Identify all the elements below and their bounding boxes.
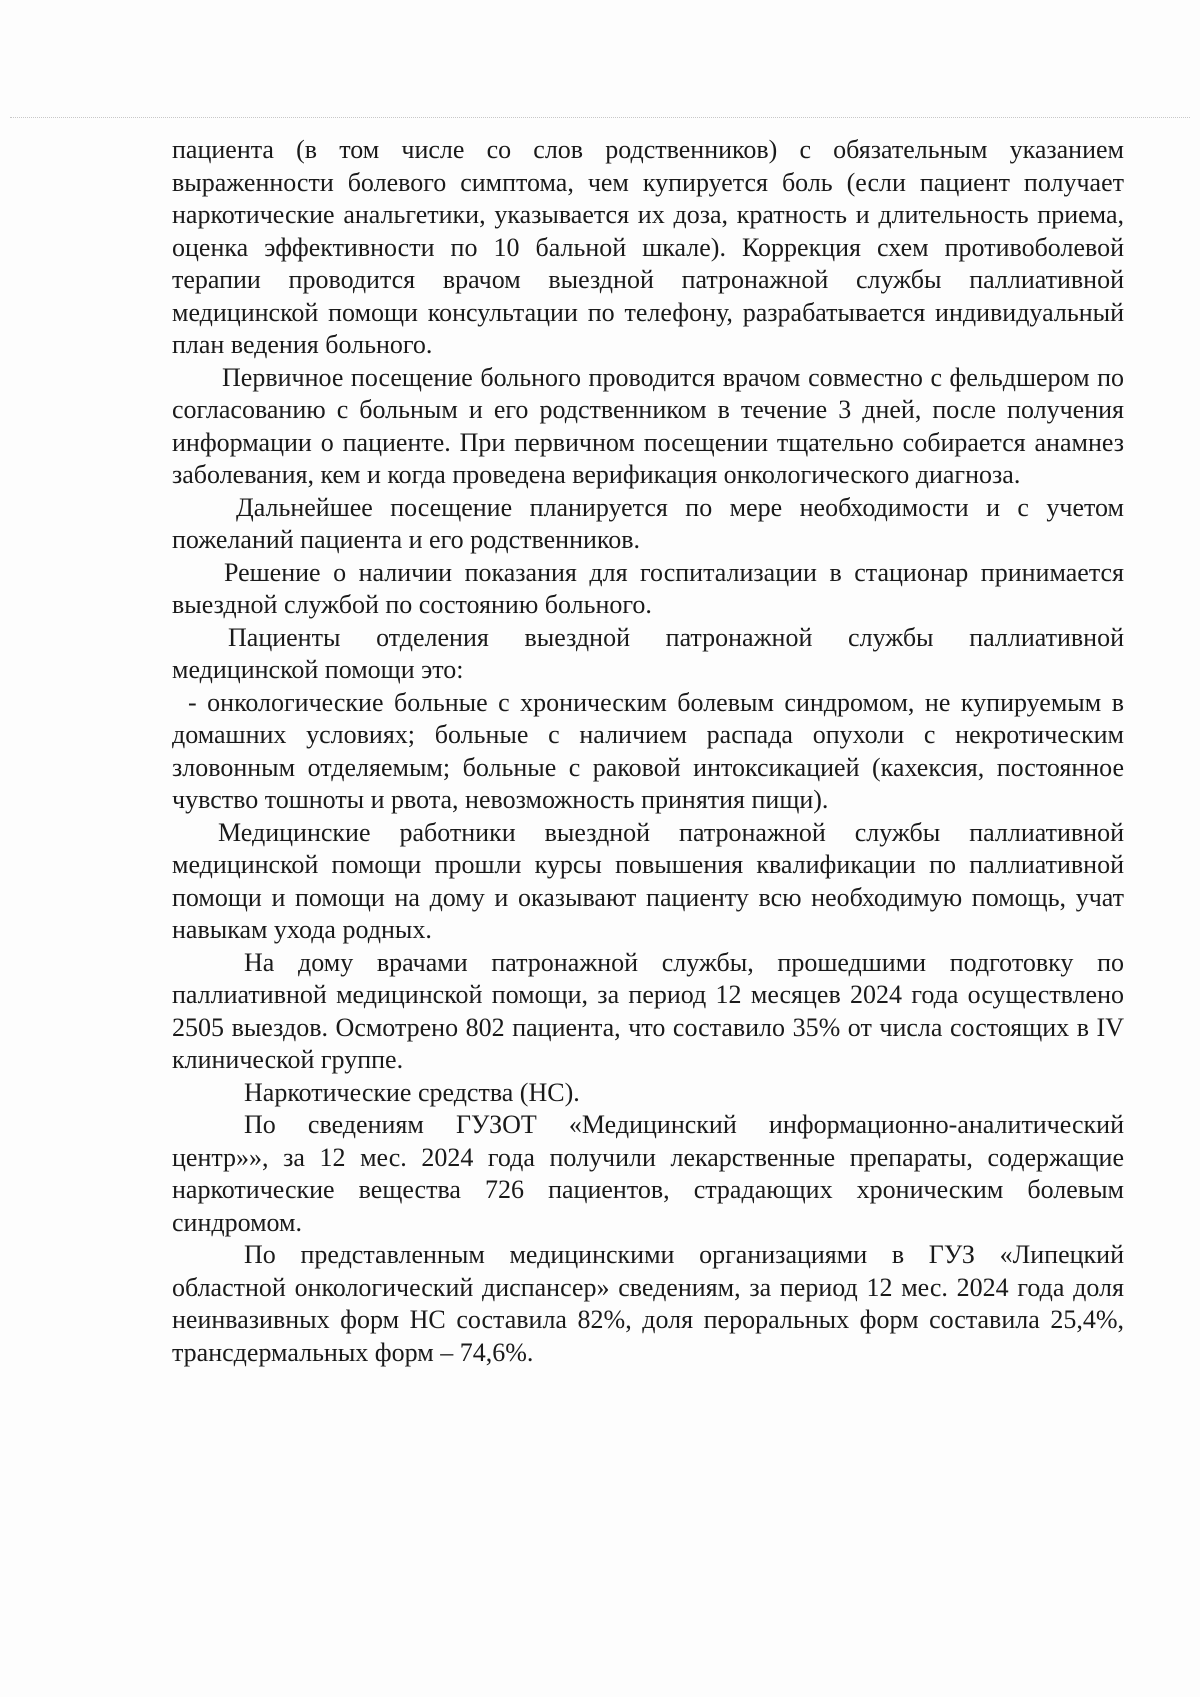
document-body xyxy=(172,134,1124,1369)
paragraph-home-visits: На дому врачами патронажной службы, прошедшими подготовку по паллиативной медицинской помощи, за период 12 месяцев 2024 года осуществлено 2505 выездов. Осмотрено 802 пациента, что составило 35% от числа состоящих в IV клинической группе. xyxy=(172,947,1124,1074)
scan-artifact-line xyxy=(10,117,1190,118)
paragraph-narcotics-heading: Наркотические средства (НС). xyxy=(244,1077,580,1107)
paragraph-pain-assessment: пациента (в том числе со слов родственников) с обязательным указанием выраженности болевого симптома, чем купируется боль (если пациент получает наркотические анальгетики, указывается их доза, кратность и длительность приема, оценка эффективности по 10 бальной шкале). Коррекция схем противоболевой терапии проводится врачом выездной патронажной службы паллиативной медицинской помощи консультации по телефону, разрабатывается индивидуальный план ведения больного. xyxy=(172,135,1124,359)
paragraph-patients-list: - онкологические больные с хроническим болевым синдромом, не купируемым в домашних условиях; больные с наличием распада опухоли с некротическим зловонным отделяемым; больные с раковой интоксикацией (кахексия, постоянное чувство тошноты и рвота, невозможность принятия пищи). xyxy=(172,687,1124,814)
paragraph-hospitalization: Решение о наличии показания для госпитализации в стационар принимается выездной службой по состоянию больного. xyxy=(172,557,1124,619)
paragraph-miac-stats: По сведениям ГУЗОТ «Медицинский информационно-аналитический центр»», за 12 мес. 2024 года получили лекарственные препараты, содержащие наркотические вещества 726 пациентов, страдающих хроническим болевым синдромом. xyxy=(172,1110,1124,1237)
paragraph-further-visits: Дальнейшее посещение планируется по мере необходимости и с учетом пожеланий пациента и его родственников. xyxy=(172,492,1124,554)
paragraph-staff-training: Медицинские работники выездной патронажной службы паллиативной медицинской помощи прошли курсы повышения квалификации по паллиативной помощи и помощи на дому и оказывают пациенту всю необходимую помощь, учат навыкам ухода родных. xyxy=(172,817,1124,944)
paragraph-form-stats: По представленным медицинскими организациями в ГУЗ «Липецкий областной онкологический диспансер» сведениям, за период 12 мес. 2024 года доля неинвазивных форм НС составила 82%, доля пероральных форм составила 25,4%, трансдермальных форм – 74,6%. xyxy=(172,1240,1124,1367)
paragraph-patients-intro: Пациенты отделения выездной патронажной службы паллиативной медицинской помощи это: xyxy=(172,622,1124,684)
paragraph-first-visit: Первичное посещение больного проводится врачом совместно с фельдшером по согласованию с больным и его родственником в течение 3 дней, после получения информации о пациенте. При первичном посещении тщательно собирается анамнез заболевания, кем и когда проведена верификация онкологического диагноза. xyxy=(172,362,1124,489)
